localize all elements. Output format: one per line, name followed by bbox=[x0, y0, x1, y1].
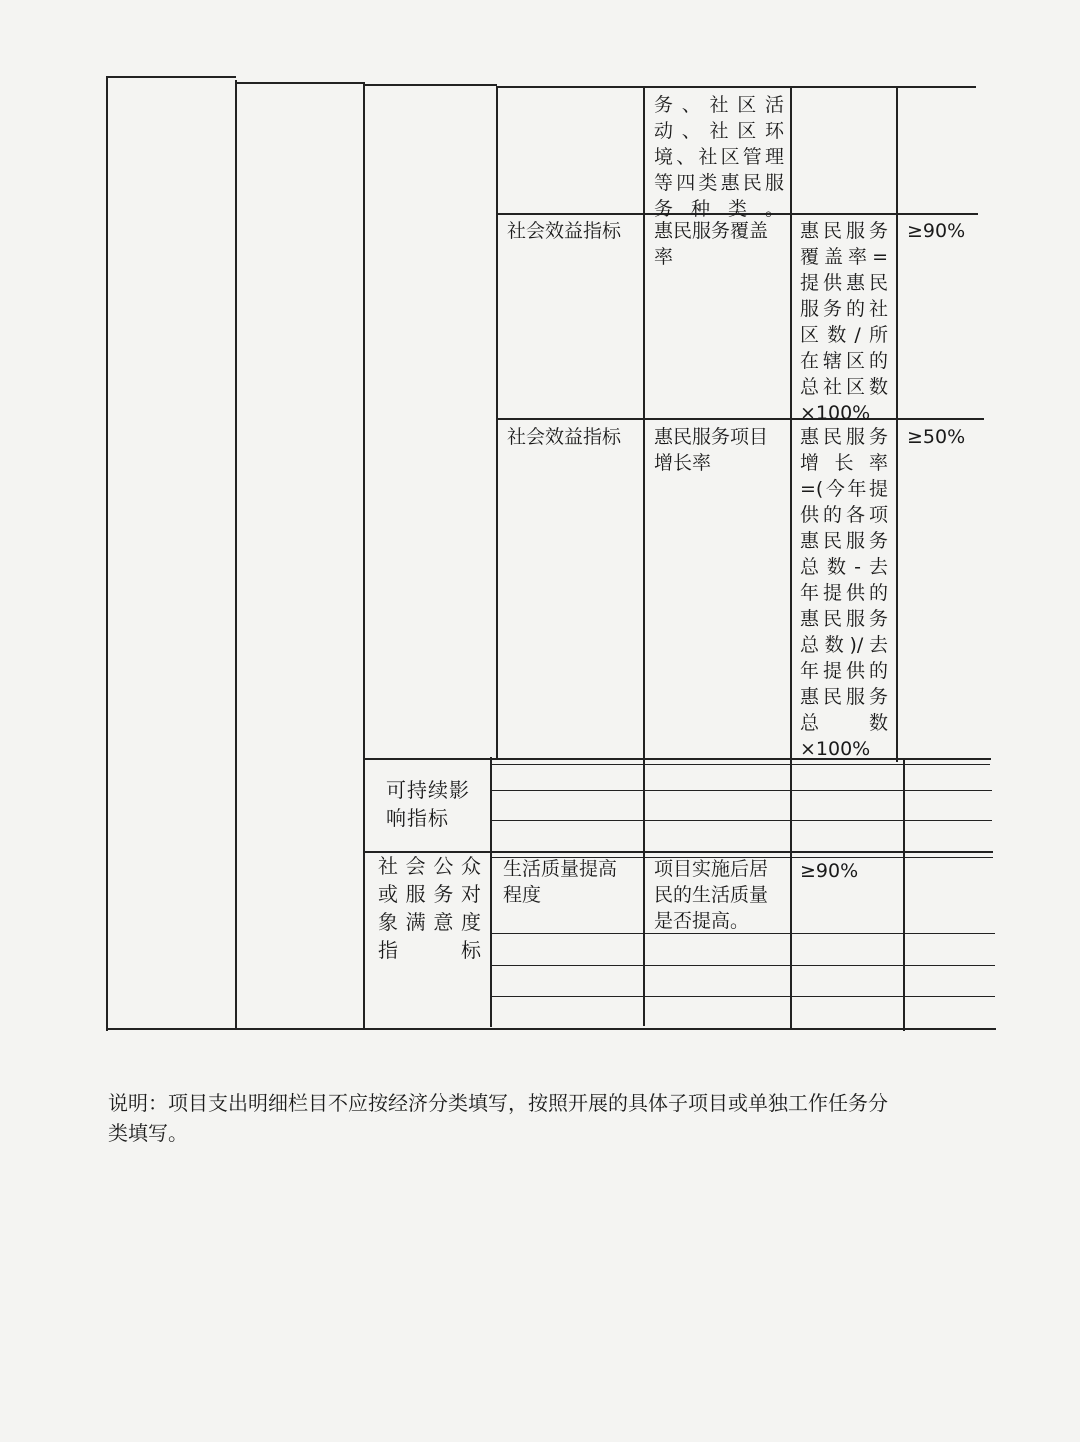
footnote: 说明：项目支出明细栏目不应按经济分类填写，按照开展的具体子项目或单独工作任务分 类填写。 bbox=[108, 1091, 888, 1145]
formula-cell: 务、社区活 动、社区环 境、社区管理 等四类惠民服 务种类。 bbox=[654, 94, 784, 220]
formula-cell: 惠民服务 覆盖率= 提供惠民 服务的社 区数/所 在辖区的 总社区数 ×100% bbox=[800, 220, 888, 424]
sub-indicator-cell: 社会效益指标 bbox=[507, 220, 622, 242]
indicator-name-cell: 惠民服务覆盖 率 bbox=[654, 220, 769, 268]
sub-indicator-cell: 生活质量提高 程度 bbox=[503, 858, 618, 906]
satisfaction-label: 社会公众 或服务对 象满意度 指标 bbox=[378, 854, 482, 962]
target-value-cell: ≥90% bbox=[800, 860, 859, 882]
formula-cell: 惠民服务 增长率 =(今年提 供的各项 惠民服务 总数-去 年提供的 惠民服务 总数)/去 年提供的 惠民服务 总数 ×100% bbox=[800, 426, 888, 760]
sub-indicator-cell: 社会效益指标 bbox=[507, 426, 622, 448]
target-value-cell: ≥90% bbox=[907, 220, 966, 242]
indicator-name-cell: 项目实施后居 民的生活质量 是否提高。 bbox=[654, 858, 769, 932]
indicator-name-cell: 惠民服务项目 增长率 bbox=[654, 426, 769, 474]
target-value-cell: ≥50% bbox=[907, 426, 966, 448]
sustainable-impact-label: 可持续影 响指标 bbox=[386, 778, 470, 830]
